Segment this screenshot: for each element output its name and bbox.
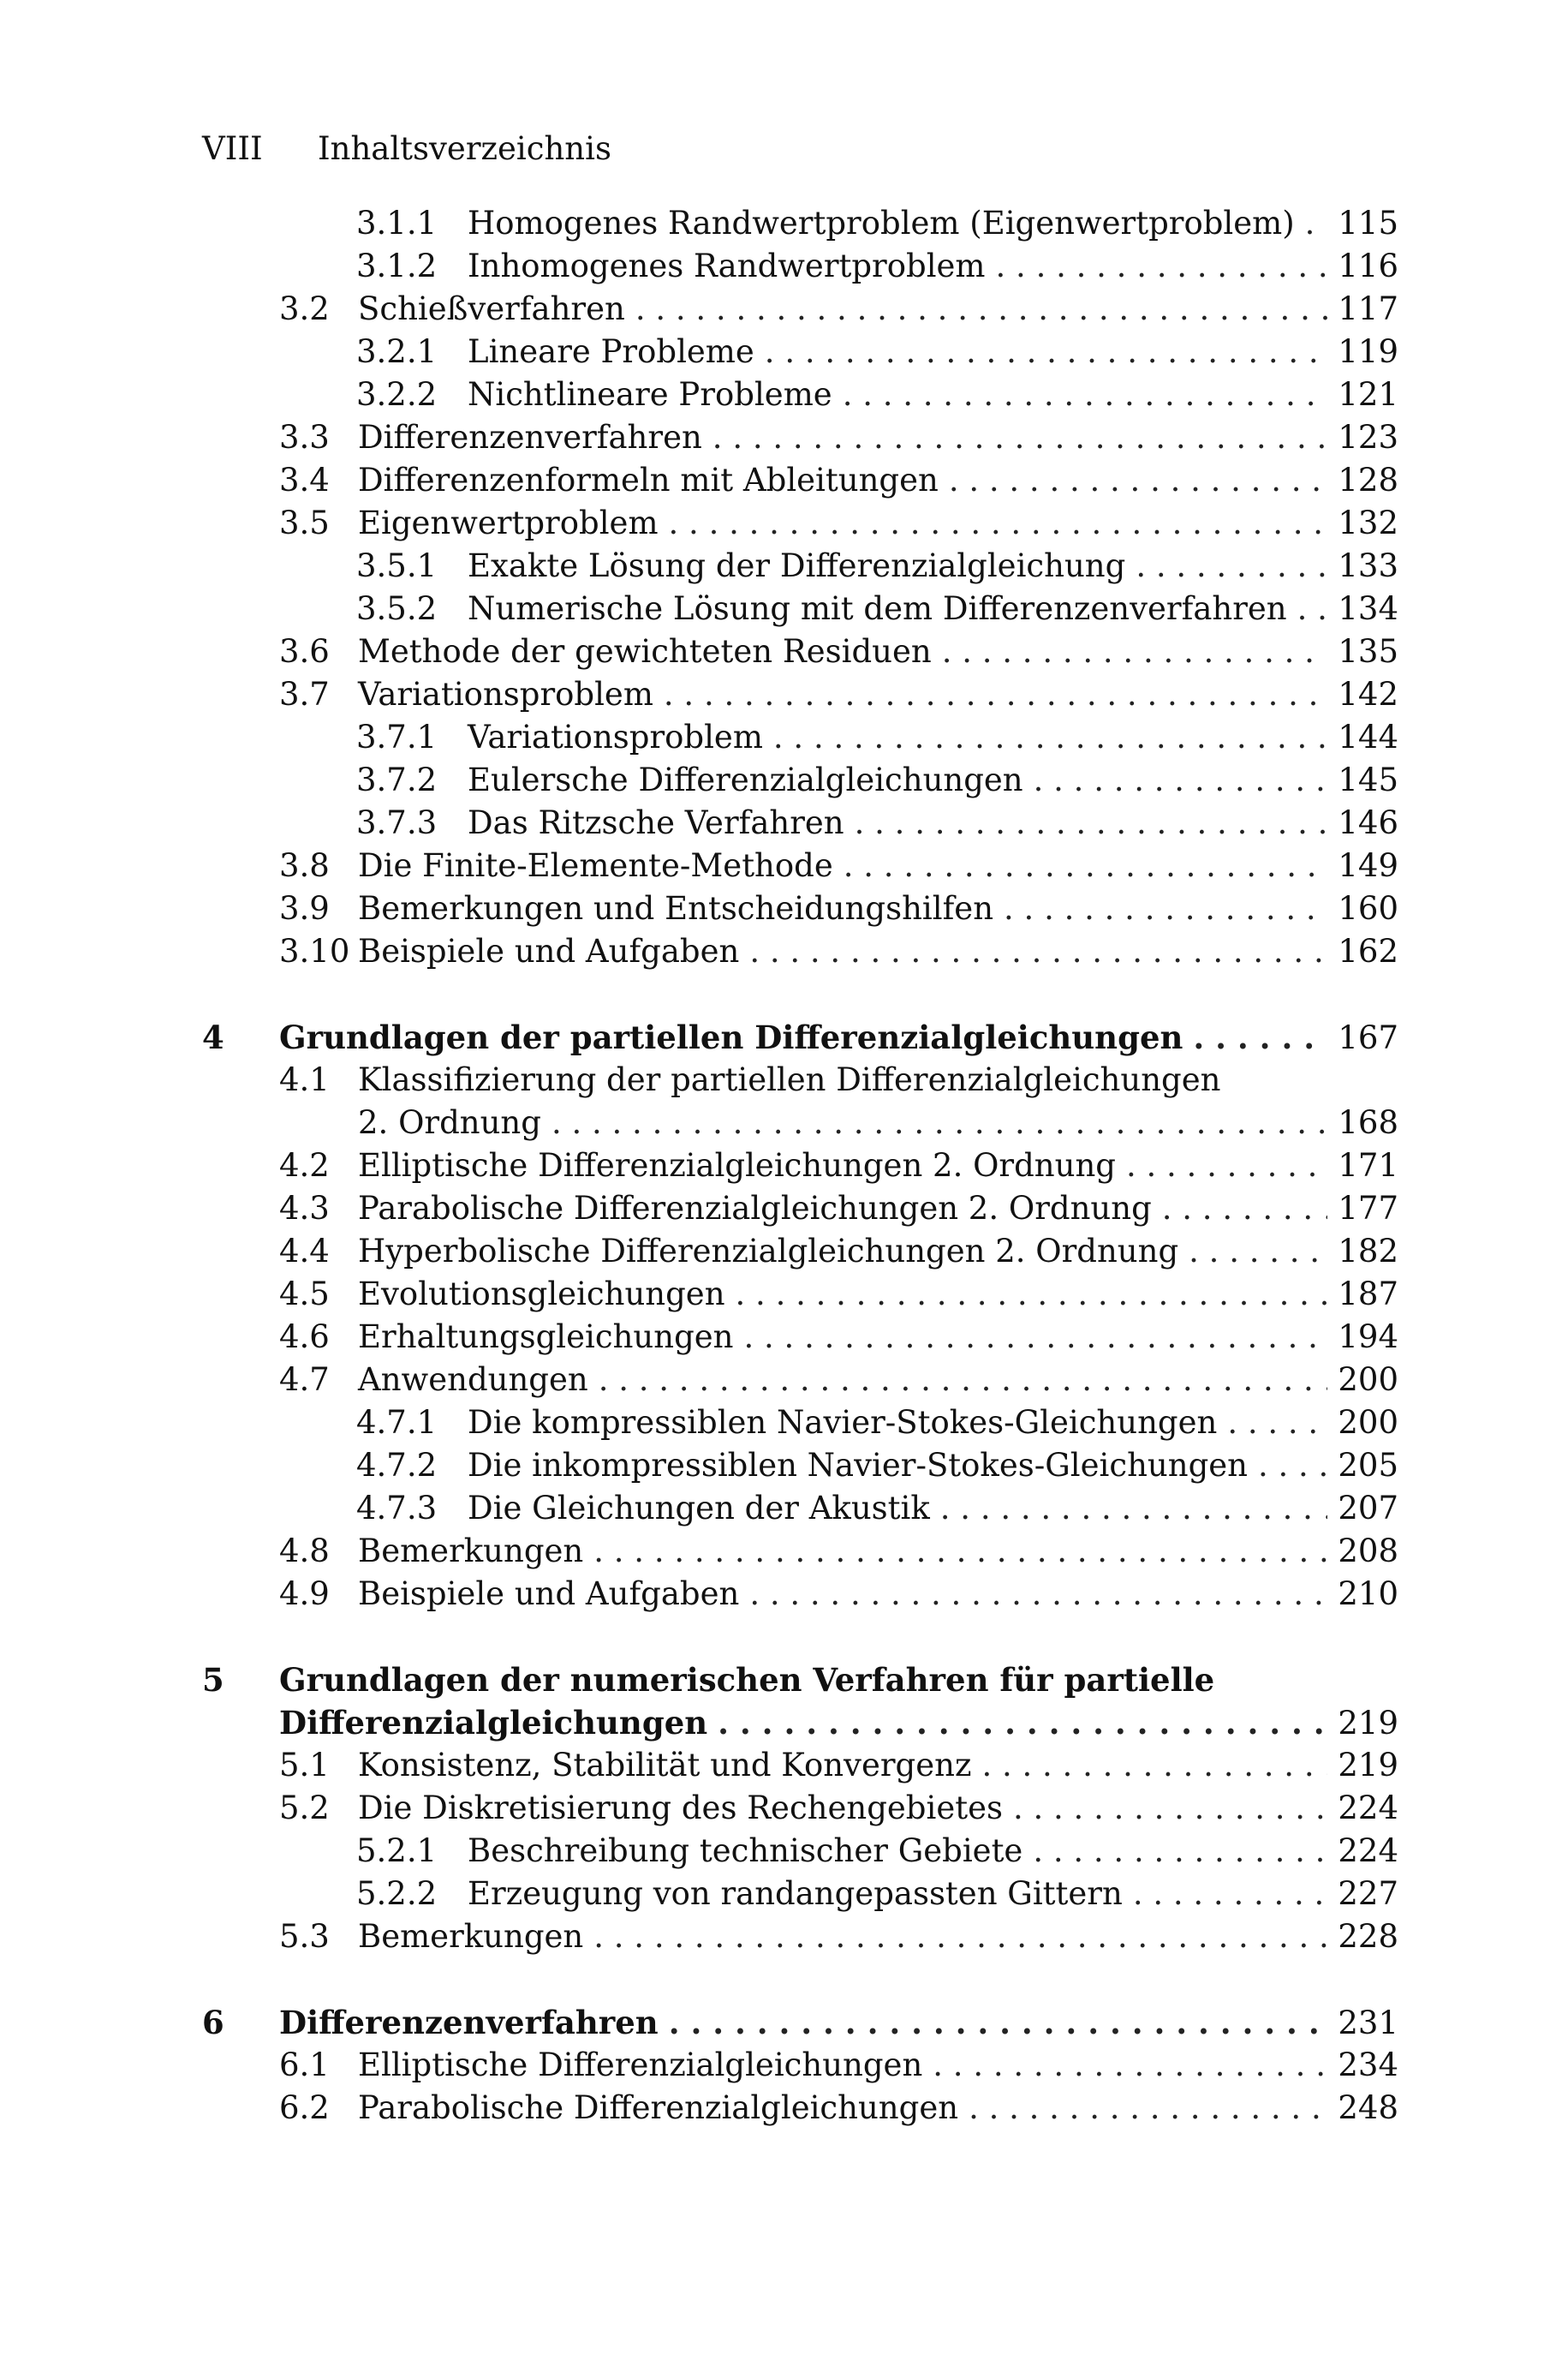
toc-entry-number: 3.1.1 bbox=[356, 205, 438, 242]
dot-leader bbox=[1193, 1016, 1327, 1059]
toc-entry-title: Parabolische Differenzialgleichungen bbox=[358, 2089, 959, 2126]
toc-entry-page: 119 bbox=[1338, 333, 1398, 370]
toc-entry-number: 6.2 bbox=[279, 2089, 330, 2126]
dot-leader bbox=[593, 1915, 1327, 1958]
toc-entry-number: 3.7.1 bbox=[356, 719, 438, 756]
toc-entry-page: 168 bbox=[1338, 1104, 1398, 1141]
toc-section-entry[interactable] bbox=[0, 459, 1568, 502]
toc-entry-number: 5.2.1 bbox=[356, 1832, 438, 1869]
toc-subsection-entry[interactable] bbox=[0, 716, 1568, 759]
toc-entry-number: 3.9 bbox=[279, 890, 330, 927]
toc-entry-page: 200 bbox=[1338, 1404, 1398, 1441]
dot-leader bbox=[996, 245, 1328, 288]
toc-entry-title: Beschreibung technischer Gebiete bbox=[468, 1832, 1023, 1869]
toc-entry-number: 4.6 bbox=[279, 1318, 330, 1355]
toc-section-entry[interactable] bbox=[0, 288, 1568, 331]
toc-entry-title: Elliptische Differenzialgleichungen bbox=[358, 2046, 923, 2083]
toc-entry-page: 133 bbox=[1338, 547, 1398, 584]
toc-section-entry[interactable] bbox=[0, 1744, 1568, 1787]
toc-entry-title: Die Finite-Elemente-Methode bbox=[358, 847, 833, 884]
toc-section-entry[interactable] bbox=[0, 1787, 1568, 1830]
toc-entry-page: 219 bbox=[1338, 1747, 1398, 1784]
toc-entry-number: 4.1 bbox=[279, 1061, 330, 1098]
toc-entry-number: 6.1 bbox=[279, 2046, 330, 2083]
dot-leader bbox=[981, 1744, 1327, 1787]
dot-leader bbox=[1013, 1787, 1327, 1830]
toc-entry-title: Methode der gewichteten Residuen bbox=[358, 633, 932, 670]
toc-entry-title: Erhaltungsgleichungen bbox=[358, 1318, 734, 1355]
toc-entry-number: 4.9 bbox=[279, 1575, 330, 1612]
toc-entry-page: 162 bbox=[1338, 933, 1398, 970]
toc-entry-title: Homogenes Randwertproblem (Eigenwertproblem) bbox=[468, 205, 1295, 242]
toc-chapter-entry[interactable] bbox=[0, 2001, 1568, 2044]
toc-entry-page: 205 bbox=[1338, 1447, 1398, 1484]
toc-entry-title: Grundlagen der partiellen Differenzialgleichungen bbox=[279, 1019, 1183, 1056]
toc-entry-title: Erzeugung von randangepassten Gittern bbox=[468, 1875, 1123, 1912]
toc-entry-number: 3.1.2 bbox=[356, 248, 438, 284]
toc-entry-page: 207 bbox=[1338, 1490, 1398, 1527]
toc-subsection-entry[interactable] bbox=[0, 759, 1568, 802]
toc-entry-page: 234 bbox=[1338, 2046, 1398, 2083]
toc-entry-page: 248 bbox=[1338, 2089, 1398, 2126]
toc-entry-number: 5 bbox=[202, 1661, 224, 1699]
toc-entry-number: 3.2.2 bbox=[356, 376, 438, 413]
toc-entry-title: Beispiele und Aufgaben bbox=[358, 933, 740, 970]
dot-leader bbox=[593, 1530, 1327, 1573]
toc-section-entry[interactable] bbox=[0, 1915, 1568, 1958]
toc-entry-page: 227 bbox=[1338, 1875, 1398, 1912]
dot-leader bbox=[1033, 1830, 1327, 1873]
dot-leader bbox=[949, 459, 1328, 502]
toc-section-entry[interactable] bbox=[0, 416, 1568, 459]
toc-entry-title: Konsistenz, Stabilität und Konvergenz bbox=[358, 1747, 972, 1784]
toc-entry-title: Inhomogenes Randwertproblem bbox=[468, 248, 986, 284]
toc-subsection-entry[interactable] bbox=[0, 1444, 1568, 1487]
toc-entry-page: 149 bbox=[1338, 847, 1398, 884]
dot-leader bbox=[599, 1359, 1328, 1401]
toc-section-entry[interactable] bbox=[0, 2044, 1568, 2087]
toc-entry-number: 3.2 bbox=[279, 290, 330, 327]
toc-entry-page: 160 bbox=[1338, 890, 1398, 927]
toc-entry-title: Grundlagen der numerischen Verfahren für partielle bbox=[279, 1661, 1215, 1699]
toc-entry-title: Klassifizierung der partiellen Differenzialgleichungen bbox=[358, 1061, 1221, 1098]
toc-chapter-entry[interactable] bbox=[0, 1701, 1568, 1744]
toc-entry-title: Evolutionsgleichungen bbox=[358, 1276, 725, 1312]
toc-entry-title: Beispiele und Aufgaben bbox=[358, 1575, 740, 1612]
toc-entry-page: 177 bbox=[1338, 1190, 1398, 1227]
dot-leader bbox=[1189, 1230, 1327, 1273]
toc-subsection-entry[interactable] bbox=[0, 331, 1568, 373]
dot-leader bbox=[1133, 1873, 1328, 1915]
dot-leader bbox=[942, 630, 1328, 673]
toc-entry-title: Die kompressiblen Navier-Stokes-Gleichungen bbox=[468, 1404, 1218, 1441]
dot-leader bbox=[933, 2044, 1327, 2087]
toc-subsection-entry[interactable] bbox=[0, 588, 1568, 630]
dot-leader bbox=[744, 1316, 1328, 1359]
toc-entry-number: 3.5.2 bbox=[356, 590, 438, 627]
toc-subsection-entry[interactable] bbox=[0, 545, 1568, 588]
dot-leader bbox=[843, 373, 1328, 416]
toc-entry-title: Schießverfahren bbox=[358, 290, 625, 327]
page-number-roman: VIII bbox=[202, 130, 263, 167]
toc-entry-page: 135 bbox=[1338, 633, 1398, 670]
toc-entry-title: Anwendungen bbox=[358, 1361, 588, 1398]
toc-entry-number: 4.7.3 bbox=[356, 1490, 438, 1527]
toc-entry-number: 4.4 bbox=[279, 1233, 330, 1270]
dot-leader bbox=[1162, 1187, 1328, 1230]
toc-entry-number: 3.4 bbox=[279, 462, 330, 499]
dot-leader bbox=[855, 802, 1328, 845]
toc-entry-title: Hyperbolische Differenzialgleichungen 2. Ordnung bbox=[358, 1233, 1179, 1270]
toc-section-entry[interactable] bbox=[0, 1530, 1568, 1573]
toc-entry-page: 121 bbox=[1338, 376, 1398, 413]
toc-entry-number: 3.6 bbox=[279, 633, 330, 670]
toc-section-entry[interactable] bbox=[0, 1359, 1568, 1401]
toc-entry-number: 5.1 bbox=[279, 1747, 330, 1784]
toc-entry-number: 4.5 bbox=[279, 1276, 330, 1312]
dot-leader bbox=[1034, 759, 1328, 802]
toc-entry-page: 224 bbox=[1338, 1789, 1398, 1826]
dot-leader bbox=[749, 1573, 1327, 1616]
toc-entry-number: 4.7 bbox=[279, 1361, 330, 1398]
toc-section-entry[interactable] bbox=[0, 1573, 1568, 1616]
toc-entry-number: 4.7.2 bbox=[356, 1447, 438, 1484]
toc-entry-page: 171 bbox=[1338, 1147, 1398, 1184]
toc-entry-title: Differenzenformeln mit Ableitungen bbox=[358, 462, 939, 499]
toc-entry-number: 3.5.1 bbox=[356, 547, 438, 584]
toc-section-entry[interactable] bbox=[0, 1187, 1568, 1230]
dot-leader bbox=[940, 1487, 1328, 1530]
toc-entry-page: 123 bbox=[1338, 419, 1398, 456]
toc-entry-page: 224 bbox=[1338, 1832, 1398, 1869]
toc-entry-page: 167 bbox=[1338, 1019, 1398, 1056]
toc-entry-number: 6 bbox=[202, 2004, 224, 2041]
toc-entry-number: 3.3 bbox=[279, 419, 330, 456]
dot-leader bbox=[712, 416, 1328, 459]
toc-section-entry[interactable] bbox=[0, 1316, 1568, 1359]
toc-entry-number: 4.8 bbox=[279, 1533, 330, 1569]
toc-entry-title: Eigenwertproblem bbox=[358, 505, 659, 541]
toc-entry-page: 116 bbox=[1338, 248, 1398, 284]
toc-entry-number: 3.5 bbox=[279, 505, 330, 541]
dot-leader bbox=[1004, 887, 1327, 930]
toc-section-entry[interactable] bbox=[0, 845, 1568, 887]
toc-section-entry[interactable] bbox=[0, 673, 1568, 716]
toc-entry-title: Differenzenverfahren bbox=[358, 419, 702, 456]
toc-section-entry[interactable] bbox=[0, 1144, 1568, 1187]
toc-chapter-entry[interactable] bbox=[0, 1658, 1568, 1701]
dot-leader bbox=[1258, 1444, 1327, 1487]
toc-entry-title: Bemerkungen bbox=[358, 1918, 584, 1955]
dot-leader bbox=[551, 1102, 1327, 1144]
toc-entry-page: 144 bbox=[1338, 719, 1398, 756]
toc-entry-number: 4.7.1 bbox=[356, 1404, 438, 1441]
toc-subsection-entry[interactable] bbox=[0, 373, 1568, 416]
toc-entry-number: 5.2.2 bbox=[356, 1875, 438, 1912]
toc-entry-number: 3.2.1 bbox=[356, 333, 438, 370]
toc-section-entry[interactable] bbox=[0, 1230, 1568, 1273]
toc-section-entry[interactable] bbox=[0, 930, 1568, 973]
toc-entry-page: 200 bbox=[1338, 1361, 1398, 1398]
toc-subsection-entry[interactable] bbox=[0, 1401, 1568, 1444]
toc-section-entry[interactable] bbox=[0, 1102, 1568, 1144]
dot-leader bbox=[664, 673, 1327, 716]
toc-entry-number: 3.10 bbox=[279, 933, 350, 970]
toc-entry-number: 3.7 bbox=[279, 676, 330, 713]
toc-entry-number: 4.3 bbox=[279, 1190, 330, 1227]
toc-entry-page: 182 bbox=[1338, 1233, 1398, 1270]
toc-section-entry[interactable] bbox=[0, 1273, 1568, 1316]
toc-section-entry[interactable] bbox=[0, 630, 1568, 673]
toc-section-entry[interactable] bbox=[0, 502, 1568, 545]
toc-entry-title: Bemerkungen bbox=[358, 1533, 584, 1569]
dot-leader bbox=[749, 930, 1327, 973]
dot-leader bbox=[1126, 1144, 1327, 1187]
toc-subsection-entry[interactable] bbox=[0, 1873, 1568, 1915]
toc-subsection-entry[interactable] bbox=[0, 245, 1568, 288]
toc-entry-page: 194 bbox=[1338, 1318, 1398, 1355]
toc-entry-page: 210 bbox=[1338, 1575, 1398, 1612]
toc-entry-page: 132 bbox=[1338, 505, 1398, 541]
toc-entry-number: 5.2 bbox=[279, 1789, 330, 1826]
toc-entry-number: 3.7.3 bbox=[356, 804, 438, 841]
toc-subsection-entry[interactable] bbox=[0, 1830, 1568, 1873]
toc-entry-page: 231 bbox=[1338, 2005, 1398, 2041]
toc-entry-page: 208 bbox=[1338, 1533, 1398, 1569]
dot-leader bbox=[1227, 1401, 1327, 1444]
toc-entry-page: 134 bbox=[1338, 590, 1398, 627]
toc-entry-page: 146 bbox=[1338, 804, 1398, 841]
toc-entry-title: Differenzialgleichungen bbox=[279, 1704, 708, 1742]
toc-subsection-entry[interactable] bbox=[0, 802, 1568, 845]
toc-entry-title: Nichtlineare Probleme bbox=[468, 376, 832, 413]
toc-entry-title: Die Gleichungen der Akustik bbox=[468, 1490, 930, 1527]
dot-leader bbox=[1136, 545, 1327, 588]
toc-entry-title: Numerische Lösung mit dem Differenzenverfahren bbox=[468, 590, 1287, 627]
dot-leader bbox=[635, 288, 1328, 331]
toc-entry-title: Lineare Probleme bbox=[468, 333, 754, 370]
toc-entry-title: Die Diskretisierung des Rechengebietes bbox=[358, 1789, 1003, 1826]
toc-entry-page: 128 bbox=[1338, 462, 1398, 499]
toc-entry-title: Bemerkungen und Entscheidungshilfen bbox=[358, 890, 994, 927]
dot-leader bbox=[669, 502, 1328, 545]
toc-entry-title: 2. Ordnung bbox=[358, 1104, 541, 1141]
toc-entry-title: Differenzenverfahren bbox=[279, 2004, 659, 2041]
toc-entry-page: 219 bbox=[1338, 1705, 1398, 1742]
toc-section-entry[interactable] bbox=[0, 887, 1568, 930]
running-title: Inhaltsverzeichnis bbox=[318, 130, 611, 167]
toc-entry-number: 4.2 bbox=[279, 1147, 330, 1184]
dot-leader bbox=[765, 331, 1328, 373]
dot-leader bbox=[844, 845, 1328, 887]
toc-chapter-entry[interactable] bbox=[0, 1016, 1568, 1059]
toc-entry-number: 3.8 bbox=[279, 847, 330, 884]
toc-entry-page: 117 bbox=[1338, 290, 1398, 327]
toc-entry-number: 3.7.2 bbox=[356, 762, 438, 798]
toc-entry-title: Die inkompressiblen Navier-Stokes-Gleichungen bbox=[468, 1447, 1248, 1484]
toc-entry-page: 145 bbox=[1338, 762, 1398, 798]
toc-entry-page: 115 bbox=[1338, 205, 1398, 242]
toc-entry-title: Parabolische Differenzialgleichungen 2. Ordnung bbox=[358, 1190, 1152, 1227]
toc-entry-page: 228 bbox=[1338, 1918, 1398, 1955]
dot-leader bbox=[1305, 202, 1328, 245]
toc-entry-page: 142 bbox=[1338, 676, 1398, 713]
toc-entry-title: Das Ritzsche Verfahren bbox=[468, 804, 844, 841]
dot-leader bbox=[969, 2087, 1327, 2130]
toc-section-entry[interactable] bbox=[0, 2087, 1568, 2130]
toc-entry-number: 5.3 bbox=[279, 1918, 330, 1955]
dot-leader bbox=[1297, 588, 1328, 630]
toc-entry-title: Elliptische Differenzialgleichungen 2. Ordnung bbox=[358, 1147, 1116, 1184]
toc-entry-title: Variationsproblem bbox=[468, 719, 763, 756]
toc-entry-title: Eulersche Differenzialgleichungen bbox=[468, 762, 1023, 798]
toc-subsection-entry[interactable] bbox=[0, 202, 1568, 245]
toc-subsection-entry[interactable] bbox=[0, 1487, 1568, 1530]
dot-leader bbox=[773, 716, 1327, 759]
toc-entry-title: Exakte Lösung der Differenzialgleichung bbox=[468, 547, 1126, 584]
toc-entry-title: Variationsproblem bbox=[358, 676, 653, 713]
toc-section-entry[interactable] bbox=[0, 1059, 1568, 1102]
toc-entry-number: 4 bbox=[202, 1019, 224, 1056]
dot-leader bbox=[736, 1273, 1328, 1316]
dot-leader bbox=[669, 2001, 1328, 2044]
toc-entry-page: 187 bbox=[1338, 1276, 1398, 1312]
dot-leader bbox=[718, 1701, 1327, 1744]
